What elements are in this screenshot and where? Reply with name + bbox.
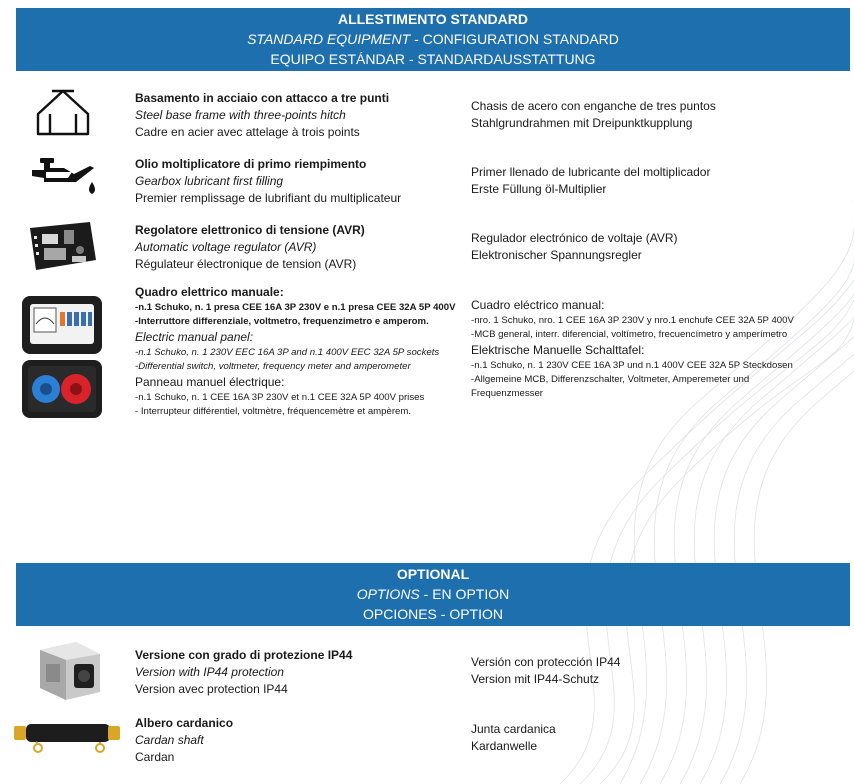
panel-fr-line1: -n.1 Schuko, n. 1 CEE 16A 3P 230V et n.1 CEE 32A 5P 400V prises <box>135 392 425 403</box>
panel-en-line2: -Differential switch, voltmeter, frequency meter and amperometer <box>135 361 411 372</box>
item-es: Versión con protección IP44 <box>471 655 621 669</box>
item-en: Steel base frame with three-points hitch <box>135 108 346 122</box>
item-de: Erste Füllung öl-Multiplier <box>471 182 607 196</box>
electric-panel-icon <box>20 294 104 420</box>
cardan-shaft-icon <box>8 710 128 760</box>
panel-en-line1: -n.1 Schuko, n. 1 230V EEC 16A 3P and n.1 400V EEC 32A 5P sockets <box>135 347 440 358</box>
standard-subtitle <box>16 29 850 49</box>
optional-banner <box>16 563 850 626</box>
oil-can-icon <box>30 156 102 200</box>
standard-subtitle2: EQUIPO ESTÁNDAR - STANDARDAUSSTATTUNG <box>270 51 596 67</box>
panel-it-line2: -Interruttore differenziale, voltmetro, frequenzimetro e amperom. <box>135 316 429 327</box>
item-de: Kardanwelle <box>471 739 538 753</box>
panel-it-line1: -n.1 Schuko, n. 1 presa CEE 16A 3P 230V e n.1 presa CEE 32A 5P 400V <box>135 302 456 313</box>
panel-it-title: Quadro elettrico manuale: <box>135 285 284 299</box>
optional-item-ip44 <box>0 636 854 702</box>
item-es: Regulador electrónico de voltaje (AVR) <box>471 231 678 245</box>
item-en: Version with IP44 protection <box>135 665 284 679</box>
standard-title: ALLESTIMENTO STANDARD <box>337 11 529 27</box>
item-fr: Régulateur électronique de tension (AVR) <box>135 257 357 271</box>
panel-de-title: Elektrische Manuelle Schalttafel: <box>471 343 645 357</box>
item-es: Junta cardanica <box>471 722 556 736</box>
standard-subtitle-italic: STANDARD EQUIPMENT <box>247 31 411 47</box>
optional-subtitle-italic: OPTIONS <box>356 586 420 602</box>
optional-subtitle-rest: - EN OPTION <box>419 586 510 602</box>
optional-subtitle <box>16 584 850 604</box>
item-de: Elektronischer Spannungsregler <box>471 248 642 262</box>
standard-item-electric-panel <box>0 282 854 422</box>
avr-board-icon <box>24 220 98 272</box>
item-it: Versione con grado di protezione IP44 <box>135 648 353 662</box>
item-it: Basamento in acciaio con attacco a tre punti <box>135 91 390 105</box>
standard-item-avr <box>0 214 854 276</box>
standard-subtitle-rest: - CONFIGURATION STANDARD <box>410 31 619 47</box>
item-de: Version mit IP44-Schutz <box>471 672 600 686</box>
frame-icon <box>32 88 94 138</box>
item-fr: Cadre en acier avec attelage à trois points <box>135 125 360 139</box>
item-es: Primer llenado de lubricante del moltiplicador <box>471 165 711 179</box>
panel-de-line3: Frequenzmesser <box>471 388 543 399</box>
standard-equipment-banner <box>16 8 850 71</box>
item-fr: Version avec protection IP44 <box>135 682 288 696</box>
standard-item-oil <box>0 148 854 208</box>
panel-es-line1: -nro. 1 Schuko, nro. 1 CEE 16A 3P 230V y nro.1 enchufe CEE 32A 5P 400V <box>471 315 794 326</box>
item-de: Stahlgrundrahmen mit Dreipunktkupplung <box>471 116 693 130</box>
item-it: Olio moltiplicatore di primo riempimento <box>135 157 367 171</box>
ip44-box-icon <box>36 638 104 702</box>
item-it: Albero cardanico <box>135 716 234 730</box>
item-it: Regolatore elettronico di tensione (AVR) <box>135 223 365 237</box>
standard-item-frame <box>0 80 854 140</box>
panel-de-line1: -n.1 Schuko, n. 1 230V CEE 16A 3P und n.1 400V CEE 32A 5P Steckdosen <box>471 360 793 371</box>
item-es: Chasis de acero con enganche de tres puntos <box>471 99 716 113</box>
item-en: Cardan shaft <box>135 733 204 747</box>
panel-de-line2: -Allgemeine MCB, Differenzschalter, Voltmeter, Amperemeter und <box>471 374 750 385</box>
panel-fr-title: Panneau manuel électrique: <box>135 375 285 389</box>
item-en: Gearbox lubricant first filling <box>135 174 284 188</box>
panel-es-title: Cuadro eléctrico manual: <box>471 298 605 312</box>
panel-fr-line2: - Interrupteur différentiel, voltmètre, fréquencemètre et ampèrem. <box>135 406 412 417</box>
item-fr: Cardan <box>135 750 175 764</box>
item-fr: Premier remplissage de lubrifiant du multiplicateur <box>135 191 402 205</box>
panel-es-line2: -MCB general, interr. diferencial, voltímetro, frecuencímetro y amperímetro <box>471 329 788 340</box>
optional-title: OPTIONAL <box>396 566 470 582</box>
optional-item-cardan <box>0 706 854 776</box>
optional-subtitle2: OPCIONES - OPTION <box>362 606 503 622</box>
item-en: Automatic voltage regulator (AVR) <box>135 240 317 254</box>
panel-en-title: Electric manual panel: <box>135 330 254 344</box>
